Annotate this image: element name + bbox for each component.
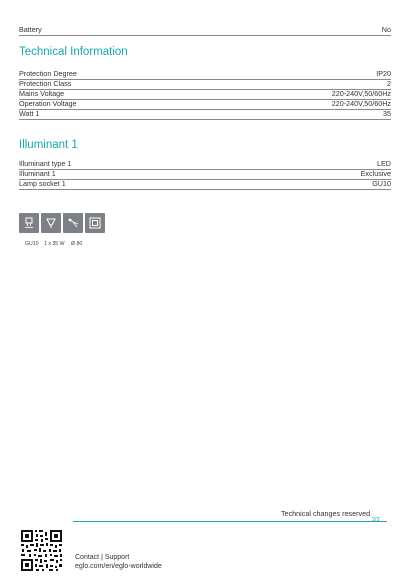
spec-label: Illuminant type 1: [19, 159, 72, 168]
beam-angle-icon: [63, 213, 83, 233]
spec-row-illuminant-type: [19, 160, 391, 170]
icon-label-socket: GU10: [25, 241, 39, 247]
bulb-wattage-icon: [41, 213, 61, 233]
section-title-technical: Technical Information: [19, 46, 128, 58]
qr-code: [20, 529, 63, 572]
gu10-socket-icon: [19, 213, 39, 233]
illuminant-table: [19, 160, 391, 190]
technical-changes-note: Technical changes reserved: [281, 509, 371, 518]
spec-label: Lamp socket 1: [19, 179, 66, 188]
spec-value: No: [381, 25, 391, 34]
spec-row-illuminant: [19, 170, 391, 180]
spec-label: Operation Voltage: [19, 99, 77, 108]
page-number: 2/2: [372, 517, 380, 523]
footer-divider: [73, 521, 387, 522]
spec-label: Protection Class: [19, 79, 72, 88]
spec-label: Mains Voltage: [19, 89, 65, 98]
spec-row-operation-voltage: [19, 100, 391, 110]
datasheet-page: [19, 0, 391, 580]
contact-block: [75, 553, 162, 571]
spec-value: GU10: [372, 179, 391, 188]
spec-row-lamp-socket: [19, 180, 391, 190]
spec-value: LED: [377, 159, 391, 168]
protection-class-icon: [85, 213, 105, 233]
contact-support-link[interactable]: Contact | Support: [75, 554, 130, 561]
spec-row-protection-degree: [19, 70, 391, 80]
spec-label: Illuminant 1: [19, 169, 56, 178]
contact-website-link[interactable]: eglo.com/en/eglo-worldwide: [75, 563, 162, 570]
icon-label-wattage: 1 x 35 W: [44, 241, 65, 247]
feature-icons: [19, 213, 105, 233]
spec-label: Protection Degree: [19, 69, 77, 78]
spec-value: 220-240V,50/60Hz: [331, 89, 391, 98]
spec-value: 220-240V,50/60Hz: [331, 99, 391, 108]
spec-value: IP20: [376, 69, 391, 78]
spec-value: 35: [383, 109, 391, 118]
icon-label-beam: Ø 80: [71, 241, 83, 247]
spec-value: Exclusive: [360, 169, 391, 178]
spec-label: Battery: [19, 25, 42, 34]
section-title-illuminant: Illuminant 1: [19, 139, 78, 151]
top-rows: [19, 26, 391, 36]
spec-row-battery: [19, 26, 391, 36]
technical-table: [19, 70, 391, 120]
icon-labels: [25, 241, 82, 247]
spec-row-watt: [19, 110, 391, 120]
spec-value: 2: [387, 79, 391, 88]
spec-label: Watt 1: [19, 109, 40, 118]
